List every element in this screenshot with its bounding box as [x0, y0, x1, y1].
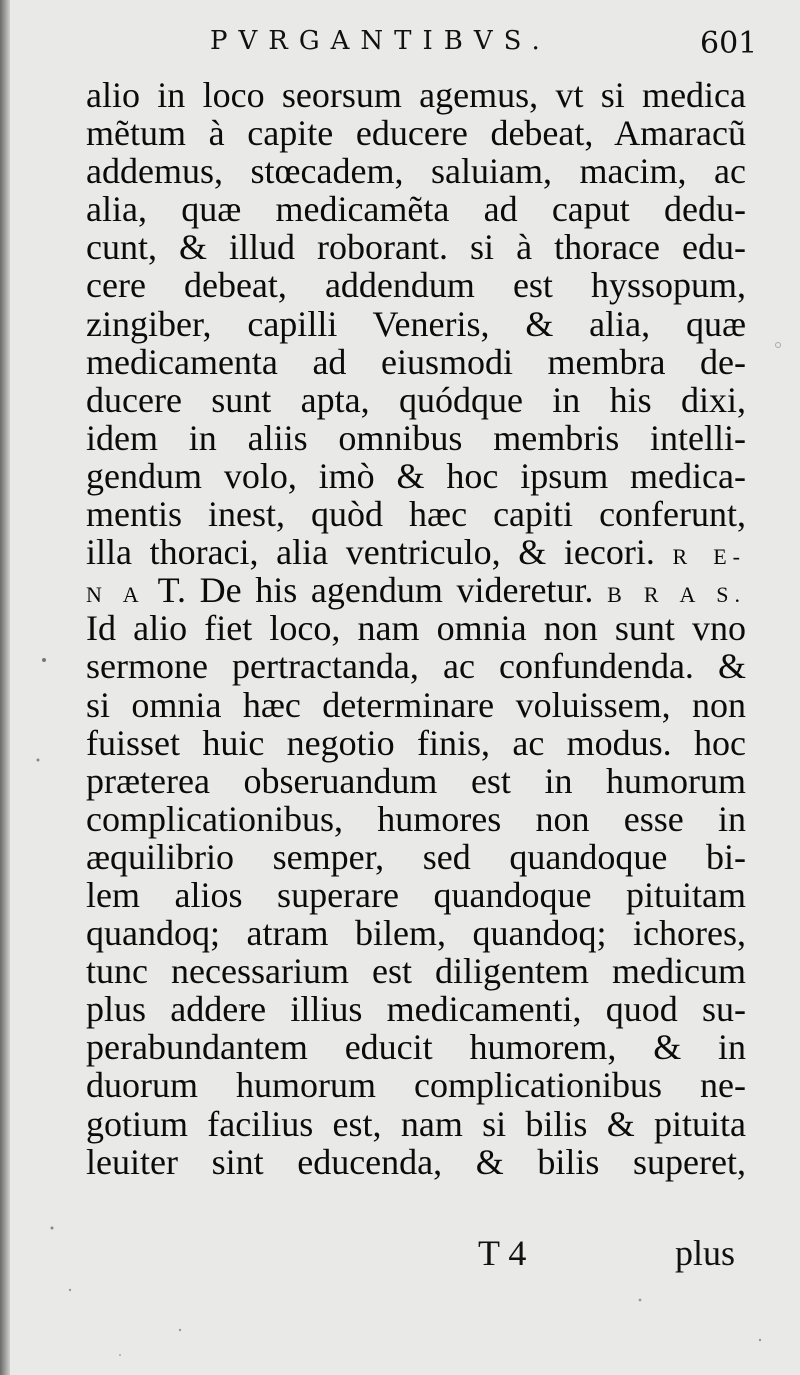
text-line: leuiter sint educenda, & bilis superet,	[86, 1141, 746, 1182]
text-segment: T. De his agendum videretur.	[144, 570, 608, 611]
text-line: mentis inest, quòd hæc capiti conferunt,	[86, 494, 746, 535]
text-line: alia, quæ medicamẽta ad caput dedu-	[86, 189, 746, 230]
text-line: plus addere illius medicamenti, quod su-	[86, 989, 746, 1030]
speaker-label: N A	[86, 582, 145, 608]
catchword: plus	[675, 1233, 736, 1273]
text-line: zingiber, capilli Veneris, & alia, quæ	[86, 303, 746, 344]
text-segment: illa thoraci, alia ventriculo, & iecori.	[86, 532, 673, 573]
speaker-label: R E-	[672, 544, 746, 570]
text-line: mẽtum à capite educere debeat, Amaracũ	[86, 113, 746, 154]
text-line: quandoq; atram bilem, quandoq; ichores,	[86, 913, 746, 954]
text-line: alio in loco seorsum agemus, vt si medica	[86, 75, 746, 115]
text-line: si omnia hæc determinare voluissem, non	[86, 684, 746, 725]
text-line: gotium facilius est, nam si bilis & pituita	[86, 1103, 746, 1144]
text-line: perabundantem educit humorem, & in	[86, 1027, 746, 1068]
text-line: cunt, & illud roborant. si à thorace edu-	[86, 227, 746, 268]
text-line: fuisset huic negotio finis, ac modus. hoc	[86, 722, 746, 763]
text-line: cere debeat, addendum est hyssopum,	[86, 265, 746, 306]
text-line: ducere sunt apta, quódque in his dixi,	[86, 379, 746, 420]
running-head: PVRGANTIBVS.	[210, 26, 551, 56]
text-line: gendum volo, imò & hoc ipsum medica-	[86, 455, 746, 496]
text-line: addemus, stœcadem, saluiam, macim, ac	[86, 151, 746, 192]
text-line: tunc necessarium est diligentem medicum	[86, 951, 746, 992]
speaker-label: B R A S.	[607, 582, 746, 608]
text-line: idem in aliis omnibus membris intelli-	[86, 417, 746, 458]
text-line: duorum humorum complicationibus ne-	[86, 1065, 746, 1106]
text-line: præterea obseruandum est in humorum	[86, 760, 746, 801]
page-number: 601	[700, 26, 758, 61]
text-line: Id alio fiet loco, nam omnia non sunt vno	[86, 608, 746, 649]
text-line: medicamenta ad eiusmodi membra de-	[86, 341, 746, 382]
text-line: complicationibus, humores non esse in	[86, 798, 746, 839]
text-line: sermone pertractanda, ac confundenda. &	[86, 646, 746, 687]
signature-mark: T 4	[478, 1233, 527, 1273]
text-line: æquilibrio semper, sed quandoque bi-	[86, 836, 746, 877]
text-line: lem alios superare quandoque pituitam	[86, 874, 746, 915]
